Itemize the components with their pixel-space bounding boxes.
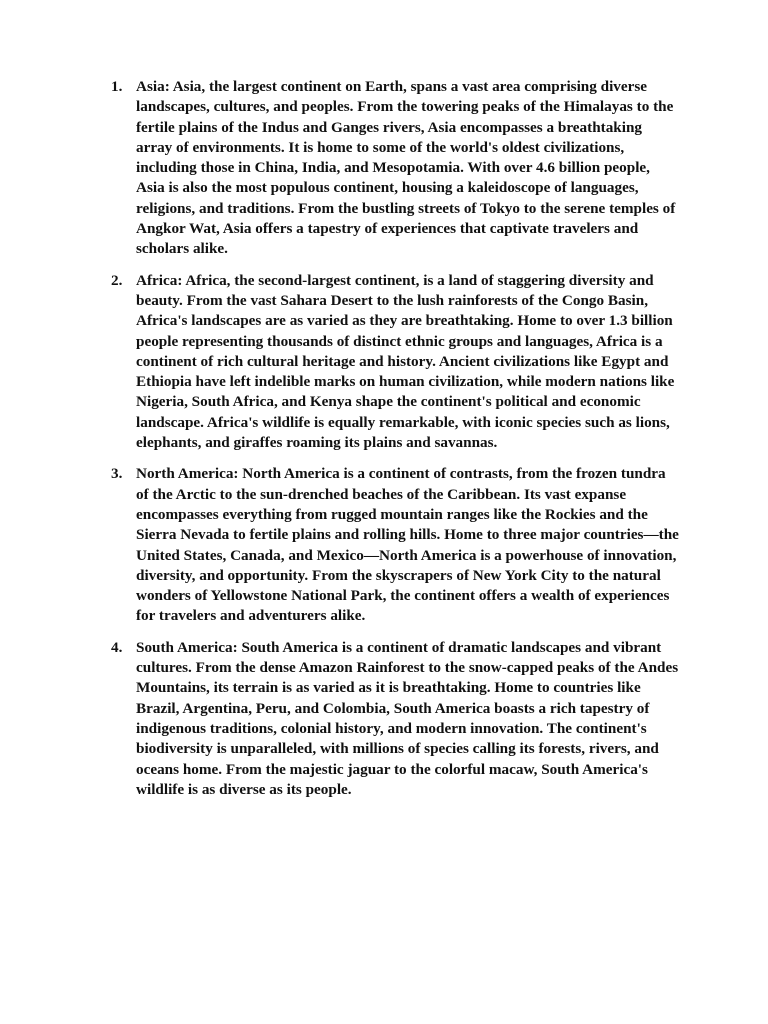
- continent-list: [111, 77, 681, 811]
- list-item-south-america: [111, 638, 681, 800]
- list-item-number: 1.: [111, 78, 123, 95]
- list-item-north-america: [111, 464, 681, 626]
- list-item-text: North America: North America is a continent of contrasts, from the frozen tundra of the Arctic to the sun-drenched beaches of the Caribbean. Its vast expanse encompasses everything from rugged mountain ranges like the Rockies and the Sierra Nevada to fertile plains and rolling hills. Home to three major countries—the United States, Canada, and Mexico—North America is a powerhouse of innovation, diversity, and opportunity. From the skyscrapers of New York City to the natural wonders of Yellowstone National Park, the continent offers a wealth of experiences for travelers and adventurers alike.: [136, 465, 679, 625]
- list-item-number: 3.: [111, 465, 123, 483]
- list-item-number: 2.: [111, 271, 123, 289]
- list-item-number: 4.: [111, 638, 123, 656]
- list-item-text: Asia: Asia, the largest continent on Earth, spans a vast area comprising diverse landscapes, cultures, and peoples. From the towering peaks of the Himalayas to the fertile plains of the Indus and Ganges rivers, Asia encompasses a breathtaking array of environments. It is home to some of the world's oldest civilizations, including those in China, India, and Mesopotamia. With over 4.6 billion people, Asia is also the most populous continent, housing a kaleidoscope of languages, religions, and traditions. From the bustling streets of Tokyo to the serene temples of Angkor Wat, Asia offers a tapestry of experiences that captivate travelers and scholars alike.: [136, 78, 676, 258]
- list-item-text: Africa: Africa, the second-largest continent, is a land of staggering diversity and beauty. From the vast Sahara Desert to the lush rainforests of the Congo Basin, Africa's landscapes are as varied as they are breathtaking. Home to over 1.3 billion people representing thousands of distinct ethnic groups and languages, Africa is a continent of rich cultural heritage and history. Ancient civilizations like Egypt and Ethiopia have left indelible marks on human civilization, while modern nations like Nigeria, South Africa, and Kenya shape the continent's political and economic landscape. Africa's wildlife is equally remarkable, with iconic species such as lions, elephants, and giraffes roaming its plains and savannas.: [136, 271, 675, 452]
- list-item-text: South America: South America is a continent of dramatic landscapes and vibrant cultures. From the dense Amazon Rainforest to the snow-capped peaks of the Andes Mountains, its terrain is as varied as it is breathtaking. Home to countries like Brazil, Argentina, Peru, and Colombia, South America boasts a rich tapestry of indigenous traditions, colonial history, and modern innovation. The continent's biodiversity is unparalleled, with millions of species calling its forests, rivers, and oceans home. From the majestic jaguar to the colorful macaw, South America's wildlife is as diverse as its people.: [136, 638, 679, 798]
- list-item-asia: [111, 77, 681, 260]
- list-item-africa: [111, 271, 681, 454]
